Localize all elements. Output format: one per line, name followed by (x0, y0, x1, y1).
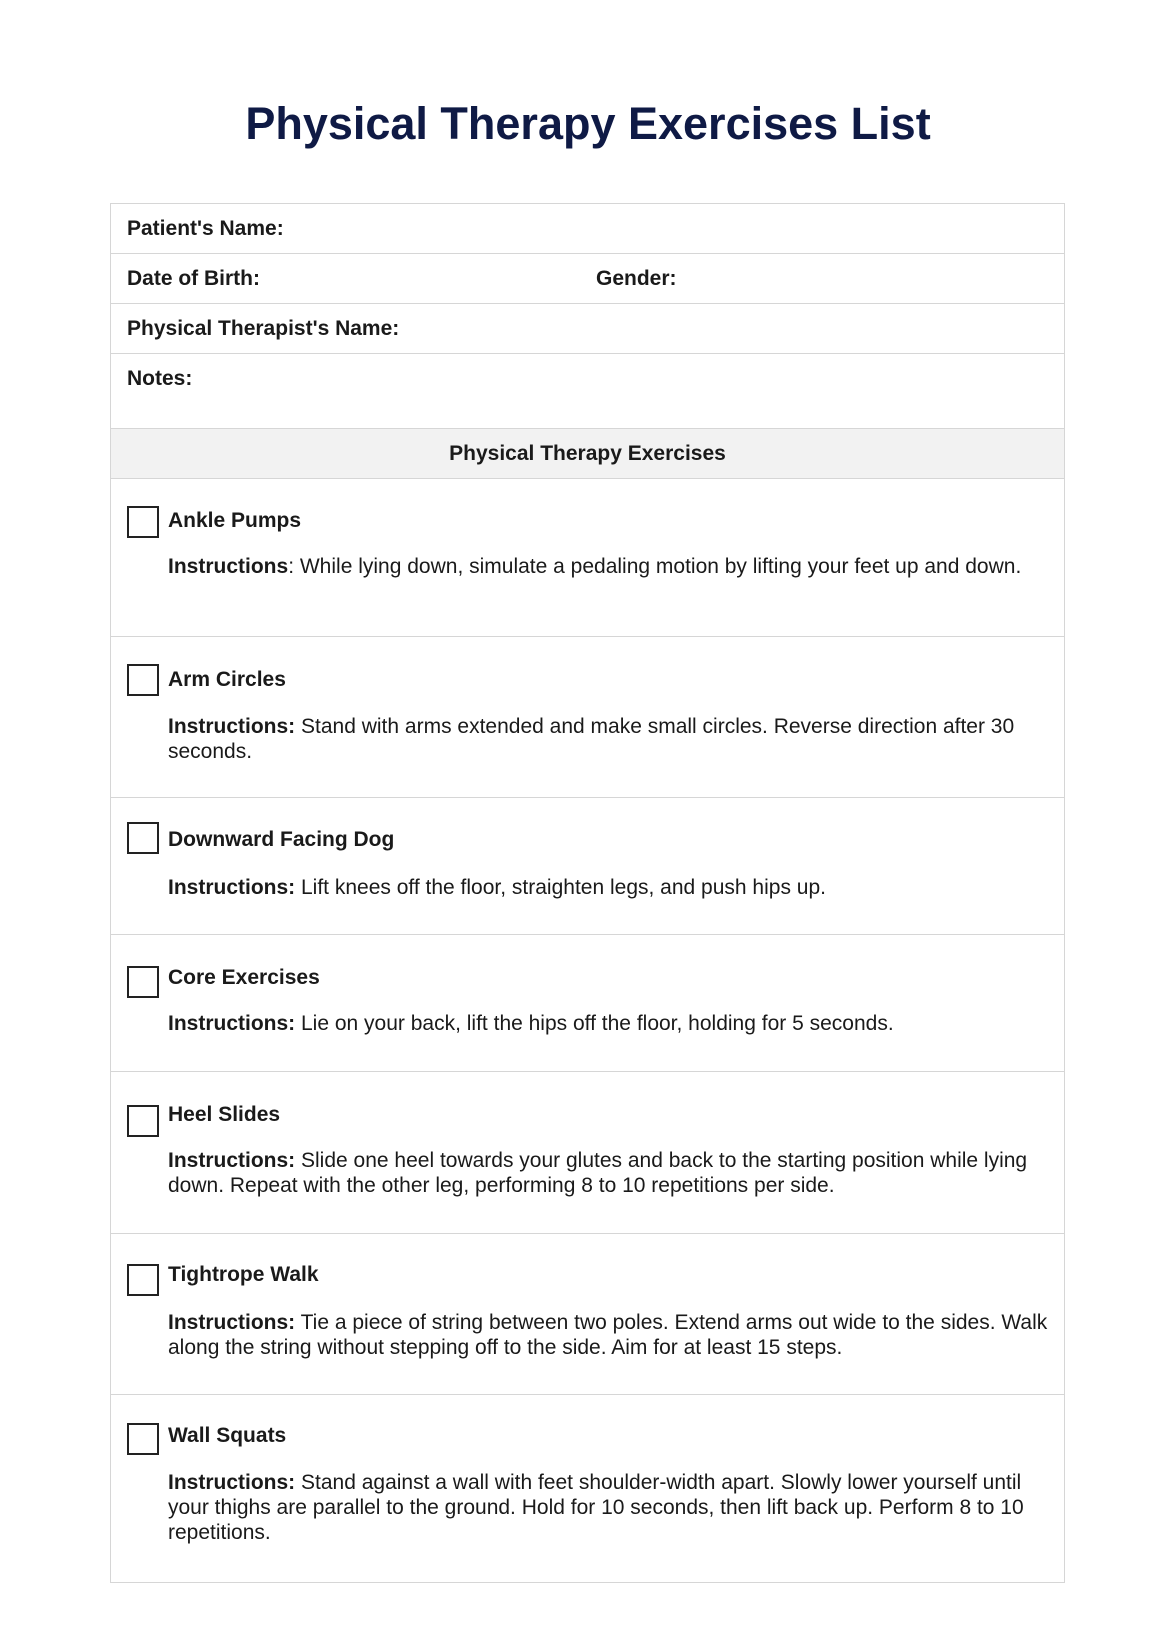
exercise-item (111, 1072, 1064, 1234)
therapist-name-row (111, 304, 1064, 354)
instructions-text: Slide one heel towards your glutes and back to the starting position while lying down. Repeat with the other leg, performing 8 to 10 repetitions per side. (168, 1149, 1028, 1197)
instructions-label: Instructions: (168, 715, 296, 738)
notes-row (111, 354, 1064, 429)
exercise-checkbox[interactable] (127, 1105, 159, 1137)
instructions-label: Instructions (168, 555, 289, 578)
exercise-instructions (168, 1148, 1050, 1198)
exercise-instructions (168, 875, 1050, 900)
exercise-checkbox[interactable] (127, 966, 159, 998)
exercise-name: Ankle Pumps (168, 509, 302, 532)
instructions-text: Stand with arms extended and make small circles. Reverse direction after 30 seconds. (168, 715, 1015, 763)
exercise-name: Downward Facing Dog (168, 828, 395, 851)
patient-name-row (111, 204, 1064, 254)
patient-form (110, 203, 1065, 1583)
instructions-label: Instructions: (168, 1311, 296, 1334)
dob-label: Date of Birth: (127, 266, 260, 290)
instructions-text: Lie on your back, lift the hips off the floor, holding for 5 seconds. (295, 1012, 894, 1035)
exercise-item (111, 1234, 1064, 1395)
notes-label: Notes: (127, 367, 193, 390)
exercise-instructions (168, 714, 1050, 764)
exercise-instructions (168, 1470, 1050, 1545)
exercise-checkbox[interactable] (127, 822, 159, 854)
exercise-name: Arm Circles (168, 668, 286, 691)
instructions-separator: : (288, 555, 295, 578)
exercise-checkbox[interactable] (127, 1264, 159, 1296)
exercise-name: Core Exercises (168, 966, 320, 989)
section-header: Physical Therapy Exercises (111, 429, 1064, 479)
exercise-item (111, 637, 1064, 798)
instructions-label: Instructions: (168, 1471, 296, 1494)
exercise-instructions (168, 1310, 1050, 1360)
exercise-instructions (168, 554, 1050, 579)
page-title: Physical Therapy Exercises List (245, 98, 931, 149)
exercise-checkbox[interactable] (127, 1423, 159, 1455)
patient-name-label: Patient's Name: (127, 216, 284, 240)
therapist-name-label: Physical Therapist's Name: (127, 316, 400, 340)
instructions-label: Instructions: (168, 876, 296, 899)
exercise-name: Heel Slides (168, 1103, 281, 1126)
instructions-text: Lift knees off the floor, straighten legs, and push hips up. (295, 876, 826, 899)
exercise-item (111, 798, 1064, 935)
instructions-text: Stand against a wall with feet shoulder-width apart. Slowly lower yourself until your thighs are parallel to the ground. Hold for 10 seconds, then lift back up. Perform 8 to 10 repetitions. (168, 1471, 1024, 1544)
exercise-name: Wall Squats (168, 1424, 287, 1447)
dob-gender-row (111, 254, 1064, 304)
instructions-text: While lying down, simulate a pedaling motion by lifting your feet up and down. (294, 555, 1022, 578)
exercise-item (111, 935, 1064, 1072)
exercise-name: Tightrope Walk (168, 1263, 319, 1286)
exercise-instructions (168, 1011, 1050, 1036)
instructions-label: Instructions: (168, 1149, 296, 1172)
gender-label: Gender: (596, 266, 677, 290)
exercise-item (111, 1395, 1064, 1582)
instructions-text: Tie a piece of string between two poles. Extend arms out wide to the sides. Walk along the string without stepping off to the side. Aim for at least 15 steps. (168, 1311, 1048, 1359)
exercise-checkbox[interactable] (127, 664, 159, 696)
exercise-item (111, 479, 1064, 637)
instructions-label: Instructions: (168, 1012, 296, 1035)
exercise-checkbox[interactable] (127, 506, 159, 538)
